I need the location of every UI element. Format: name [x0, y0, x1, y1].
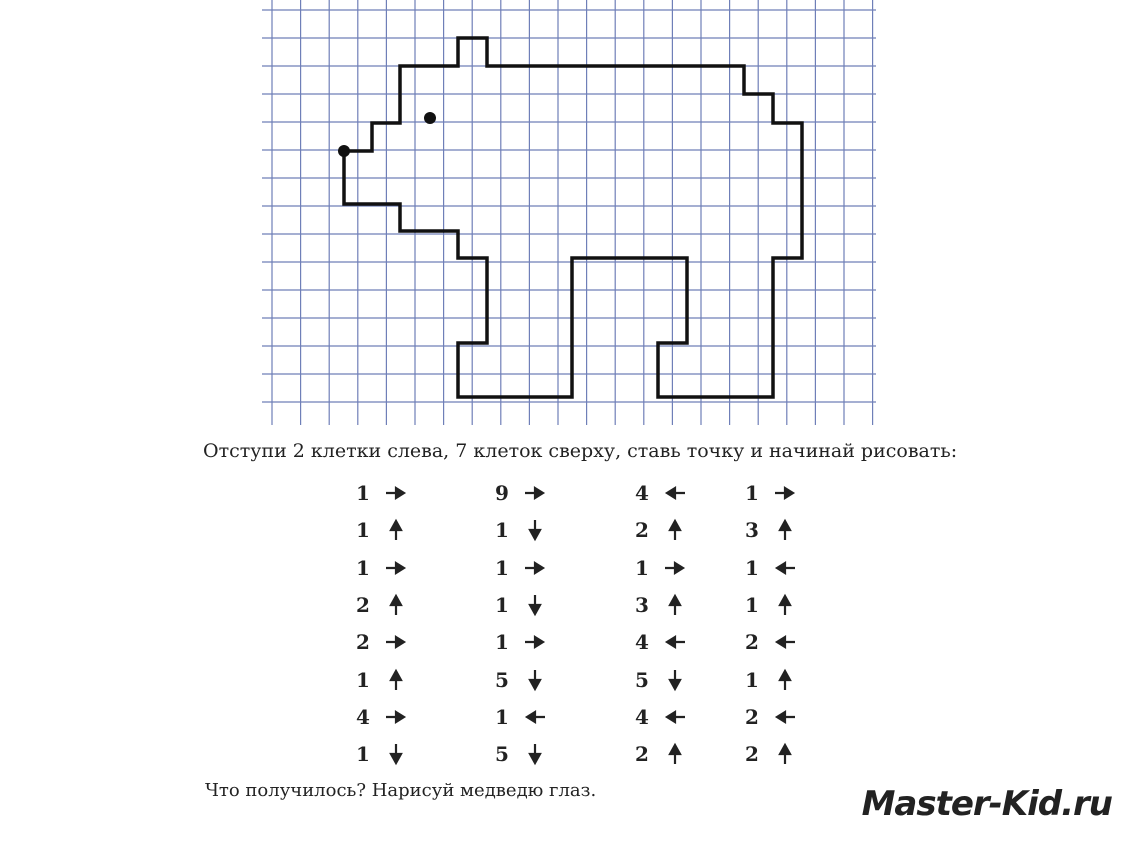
- site-logo: Master-Kid.ru: [861, 784, 1112, 824]
- arrow-left-icon: [663, 630, 687, 654]
- arrow-down-icon: [663, 668, 687, 692]
- direction-step: [352, 665, 462, 699]
- arrow-left-icon: [523, 705, 547, 729]
- arrow-right-icon: [384, 705, 408, 729]
- direction-step: [631, 627, 741, 661]
- arrow-up-icon: [384, 518, 408, 542]
- arrow-up-icon: [773, 593, 797, 617]
- instruction-bottom: Что получилось? Нарисуй медведю глаз.: [205, 780, 597, 801]
- direction-step: [352, 627, 462, 661]
- direction-step: [631, 553, 741, 587]
- direction-step-count: 4: [635, 704, 649, 729]
- direction-step-count: 2: [745, 704, 759, 729]
- direction-step: [741, 478, 851, 512]
- direction-step-count: 2: [635, 742, 649, 767]
- direction-step-count: 2: [635, 518, 649, 543]
- arrow-down-icon: [523, 742, 547, 766]
- direction-step-count: 1: [745, 667, 759, 692]
- direction-step-count: 4: [635, 481, 649, 505]
- direction-step: [491, 739, 601, 773]
- direction-step: [631, 515, 741, 549]
- arrow-right-icon: [663, 556, 687, 580]
- arrow-up-icon: [384, 593, 408, 617]
- bear-nose-dot: [338, 145, 350, 157]
- arrow-up-icon: [773, 742, 797, 766]
- direction-step-count: 1: [495, 592, 509, 617]
- direction-step-count: 3: [745, 518, 759, 543]
- direction-step: [352, 515, 462, 549]
- arrow-right-icon: [523, 556, 547, 580]
- arrow-up-icon: [773, 518, 797, 542]
- direction-step-count: 1: [356, 742, 370, 767]
- direction-step-count: 1: [356, 518, 370, 543]
- direction-step: [741, 665, 851, 699]
- direction-step-count: 1: [356, 667, 370, 692]
- direction-step-count: 1: [635, 555, 649, 580]
- arrow-up-icon: [663, 518, 687, 542]
- direction-step-count: 1: [745, 481, 759, 505]
- direction-step: [352, 553, 462, 587]
- direction-step-count: 2: [356, 592, 370, 617]
- arrow-down-icon: [523, 518, 547, 542]
- direction-step: [631, 590, 741, 624]
- direction-step: [631, 739, 741, 773]
- arrow-left-icon: [663, 481, 687, 505]
- direction-step: [491, 702, 601, 736]
- direction-step: [352, 590, 462, 624]
- direction-step-count: 1: [495, 704, 509, 729]
- arrow-up-icon: [663, 742, 687, 766]
- direction-step-count: 5: [635, 667, 649, 692]
- direction-step: [741, 515, 851, 549]
- direction-step: [352, 739, 462, 773]
- direction-step-count: 2: [745, 630, 759, 655]
- grid-lines: [262, 0, 876, 425]
- direction-step-count: 2: [356, 630, 370, 655]
- arrow-left-icon: [773, 556, 797, 580]
- direction-step-count: 1: [495, 518, 509, 543]
- direction-step-count: 1: [356, 555, 370, 580]
- direction-step-count: 1: [495, 630, 509, 655]
- direction-step: [352, 702, 462, 736]
- direction-step: [741, 702, 851, 736]
- bear-eye-dot: [424, 112, 436, 124]
- arrow-down-icon: [523, 593, 547, 617]
- direction-step-count: 1: [356, 481, 370, 505]
- direction-step: [491, 665, 601, 699]
- direction-step-count: 1: [495, 555, 509, 580]
- arrow-left-icon: [773, 630, 797, 654]
- direction-step: [491, 515, 601, 549]
- arrow-right-icon: [384, 556, 408, 580]
- arrow-up-icon: [663, 593, 687, 617]
- arrow-left-icon: [773, 705, 797, 729]
- arrow-right-icon: [523, 481, 547, 505]
- instruction-top: Отступи 2 клетки слева, 7 клеток сверху, ставь точку и начинай рисовать:: [203, 440, 958, 462]
- bear-outline: [344, 38, 802, 397]
- direction-step-count: 9: [495, 481, 509, 505]
- arrow-down-icon: [384, 742, 408, 766]
- direction-step: [631, 702, 741, 736]
- direction-step-count: 3: [635, 592, 649, 617]
- direction-step-count: 4: [635, 630, 649, 655]
- direction-step: [741, 590, 851, 624]
- direction-step-count: 4: [356, 704, 370, 729]
- direction-step-count: 5: [495, 667, 509, 692]
- arrow-right-icon: [384, 481, 408, 505]
- direction-step: [741, 739, 851, 773]
- arrow-up-icon: [384, 668, 408, 692]
- direction-step: [491, 478, 601, 512]
- arrow-up-icon: [773, 668, 797, 692]
- direction-step: [491, 553, 601, 587]
- direction-step-count: 2: [745, 742, 759, 767]
- direction-step: [631, 478, 741, 512]
- direction-step: [352, 478, 462, 512]
- direction-step-count: 1: [745, 555, 759, 580]
- arrow-down-icon: [523, 668, 547, 692]
- direction-step-count: 1: [745, 592, 759, 617]
- direction-step: [631, 665, 741, 699]
- direction-step: [741, 553, 851, 587]
- arrow-right-icon: [523, 630, 547, 654]
- arrow-right-icon: [773, 481, 797, 505]
- direction-step-count: 5: [495, 742, 509, 767]
- arrow-right-icon: [384, 630, 408, 654]
- direction-step: [491, 590, 601, 624]
- arrow-left-icon: [663, 705, 687, 729]
- direction-step: [491, 627, 601, 661]
- direction-step: [741, 627, 851, 661]
